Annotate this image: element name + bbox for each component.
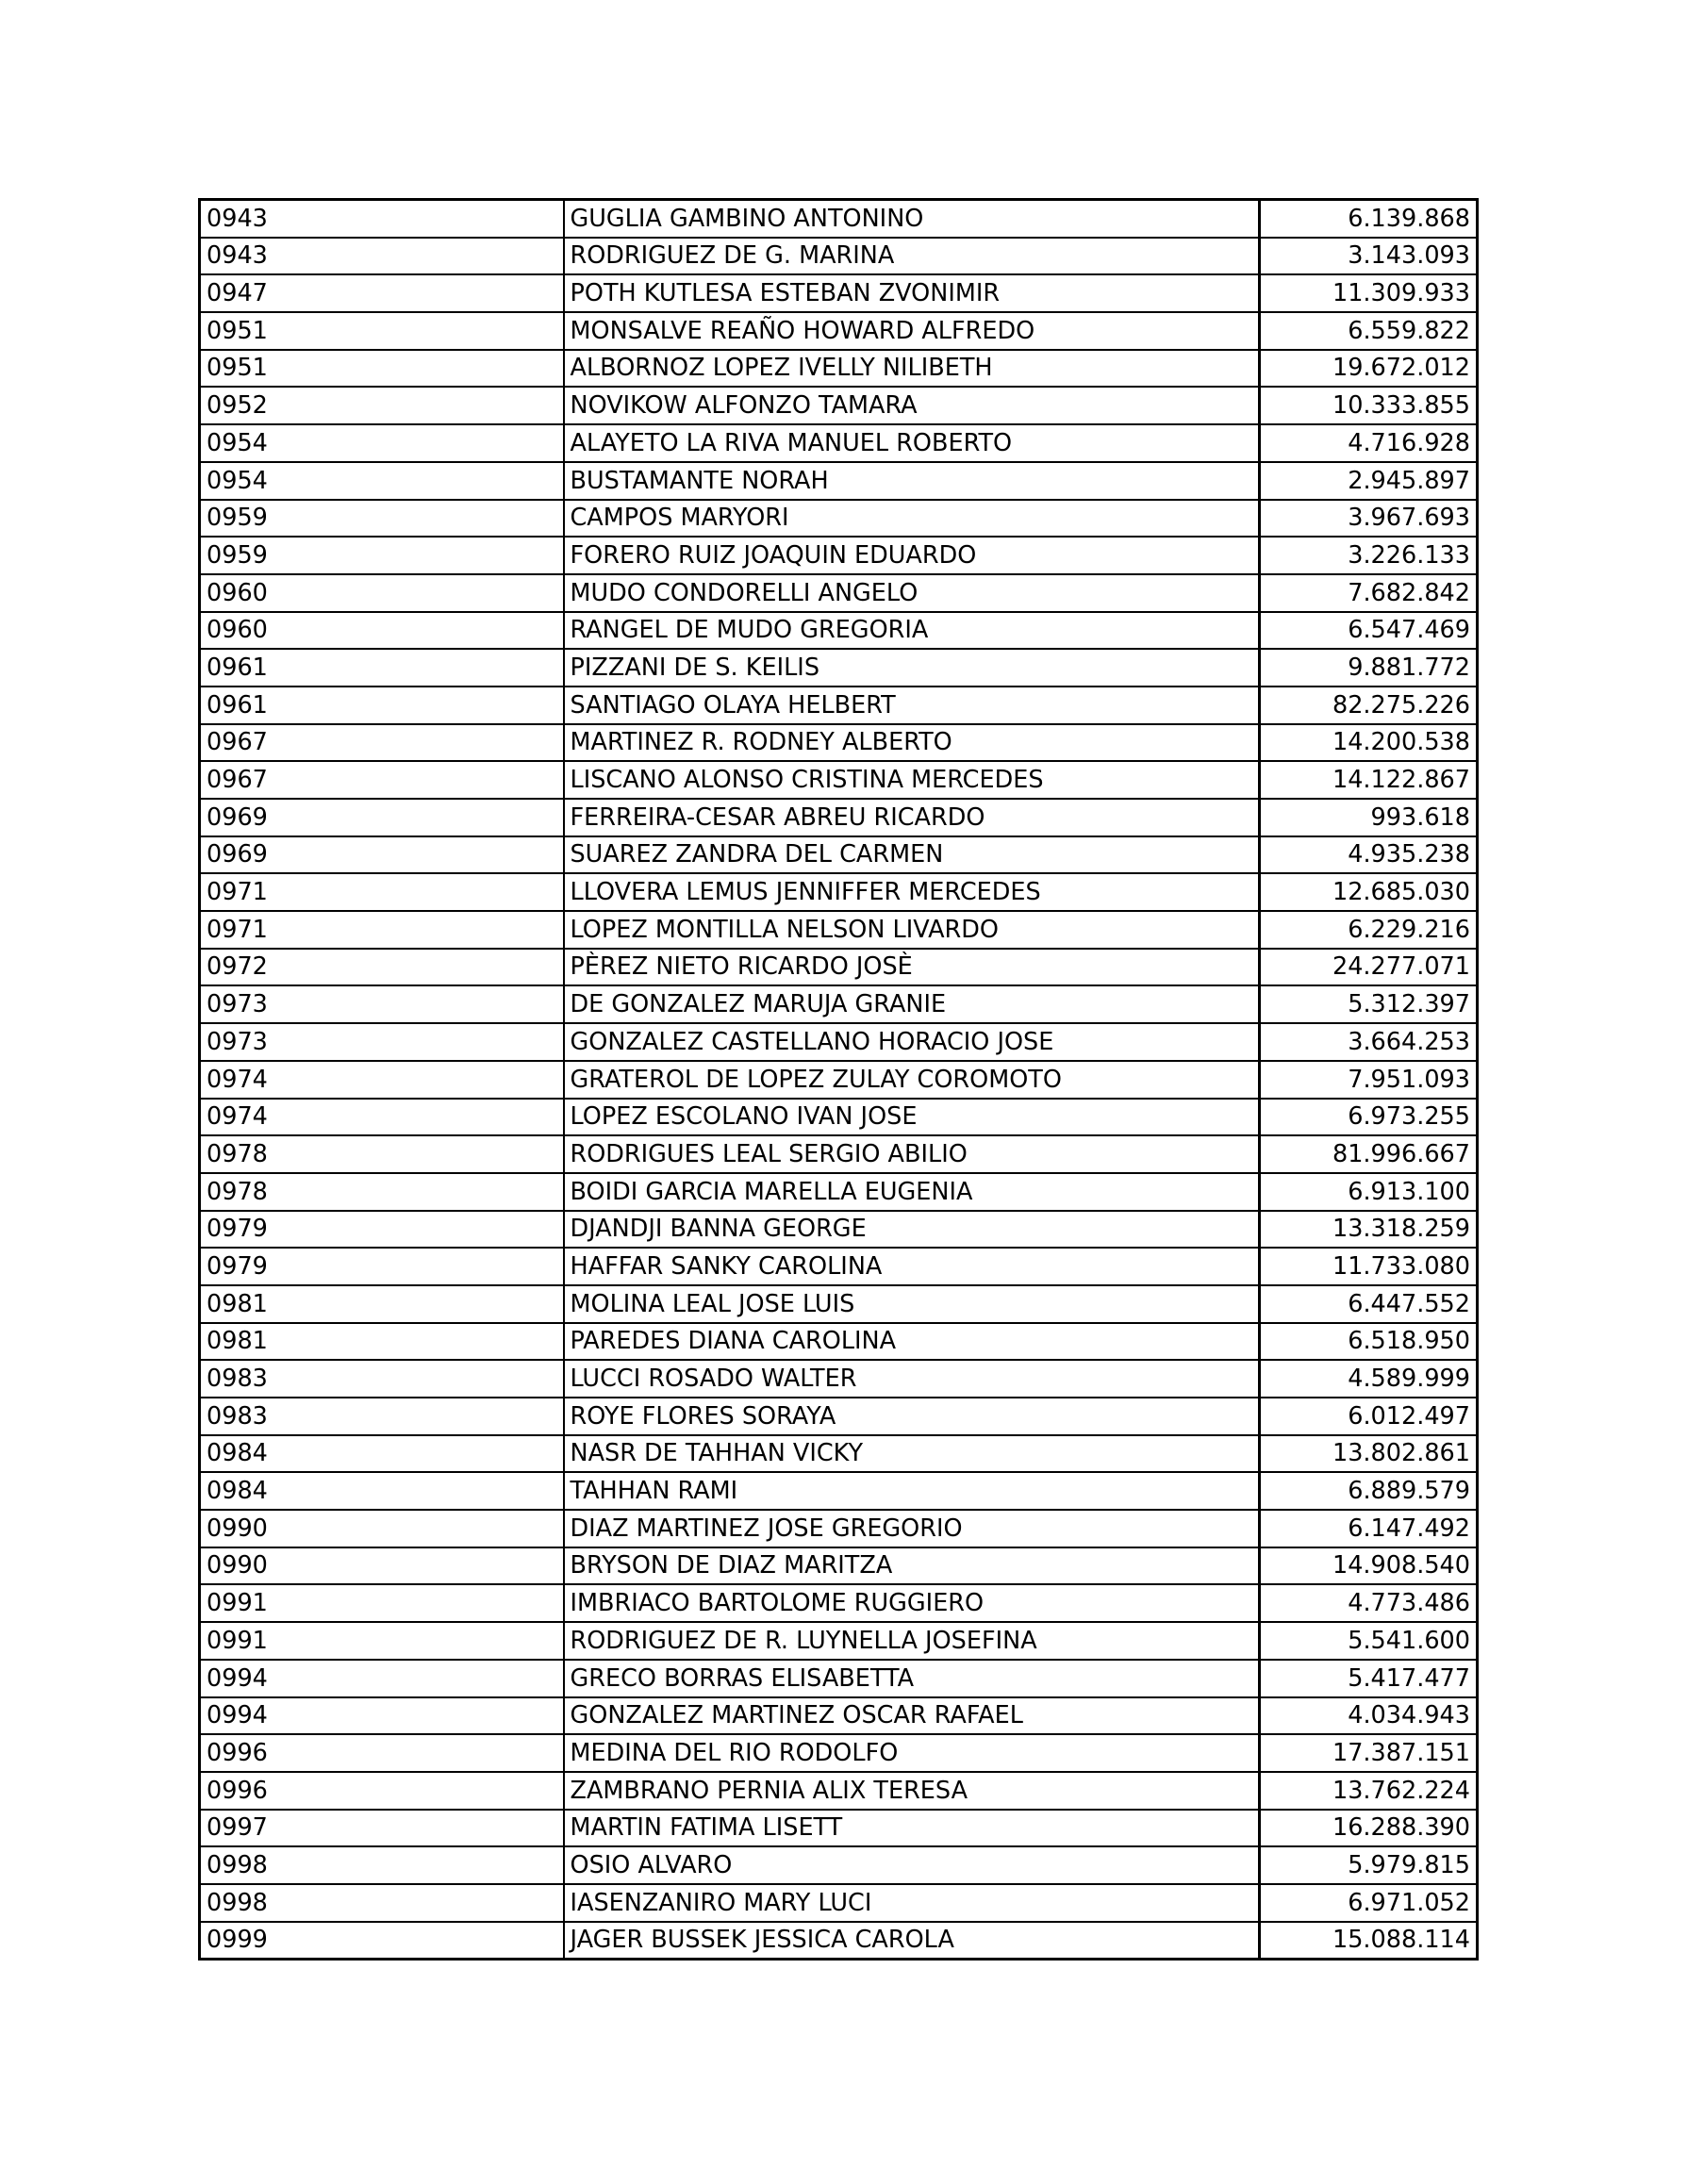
record-name-cell: BOIDI GARCIA MARELLA EUGENIA	[564, 1173, 1260, 1211]
record-name-cell: MUDO CONDORELLI ANGELO	[564, 574, 1260, 612]
table-row	[200, 1772, 1478, 1810]
table-row	[200, 949, 1478, 986]
record-code-cell: 0994	[200, 1660, 564, 1697]
record-code-cell: 0974	[200, 1061, 564, 1099]
record-code-cell: 0943	[200, 200, 564, 238]
record-name-cell: LLOVERA LEMUS JENNIFFER MERCEDES	[564, 873, 1260, 911]
table-row	[200, 424, 1478, 462]
record-amount-cell: 19.672.012	[1260, 350, 1478, 388]
record-amount-cell: 14.122.867	[1260, 761, 1478, 799]
record-name-cell: ALAYETO LA RIVA MANUEL ROBERTO	[564, 424, 1260, 462]
table-row	[200, 350, 1478, 388]
record-code-cell: 0960	[200, 612, 564, 650]
record-code-cell: 0996	[200, 1734, 564, 1772]
record-amount-cell: 5.541.600	[1260, 1622, 1478, 1660]
table-row	[200, 200, 1478, 238]
table-row	[200, 1061, 1478, 1099]
record-name-cell: OSIO ALVARO	[564, 1846, 1260, 1884]
record-code-cell: 0969	[200, 836, 564, 874]
record-code-cell: 0990	[200, 1510, 564, 1547]
record-amount-cell: 3.664.253	[1260, 1023, 1478, 1061]
record-code-cell: 0959	[200, 500, 564, 538]
table-row	[200, 1810, 1478, 1847]
record-code-cell: 0954	[200, 424, 564, 462]
record-amount-cell: 7.951.093	[1260, 1061, 1478, 1099]
table-row	[200, 1211, 1478, 1249]
record-name-cell: RODRIGUES LEAL SERGIO ABILIO	[564, 1135, 1260, 1173]
record-name-cell: CAMPOS MARYORI	[564, 500, 1260, 538]
table-row	[200, 1510, 1478, 1547]
table-row	[200, 1173, 1478, 1211]
record-amount-cell: 10.333.855	[1260, 387, 1478, 424]
record-amount-cell: 6.147.492	[1260, 1510, 1478, 1547]
record-amount-cell: 14.200.538	[1260, 724, 1478, 762]
record-amount-cell: 3.226.133	[1260, 537, 1478, 574]
table-row	[200, 649, 1478, 687]
record-code-cell: 0984	[200, 1472, 564, 1510]
record-code-cell: 0984	[200, 1435, 564, 1473]
table-row	[200, 799, 1478, 836]
table-row	[200, 1922, 1478, 1960]
record-amount-cell: 6.447.552	[1260, 1285, 1478, 1323]
record-amount-cell: 13.762.224	[1260, 1772, 1478, 1810]
record-name-cell: NASR DE TAHHAN VICKY	[564, 1435, 1260, 1473]
record-code-cell: 0952	[200, 387, 564, 424]
record-amount-cell: 11.733.080	[1260, 1248, 1478, 1285]
table-row	[200, 1846, 1478, 1884]
record-name-cell: LISCANO ALONSO CRISTINA MERCEDES	[564, 761, 1260, 799]
record-name-cell: RODRIGUEZ DE G. MARINA	[564, 238, 1260, 275]
record-name-cell: ALBORNOZ LOPEZ IVELLY NILIBETH	[564, 350, 1260, 388]
table-row	[200, 1099, 1478, 1136]
record-name-cell: FORERO RUIZ JOAQUIN EDUARDO	[564, 537, 1260, 574]
record-amount-cell: 6.518.950	[1260, 1323, 1478, 1361]
record-code-cell: 0960	[200, 574, 564, 612]
table-row	[200, 574, 1478, 612]
record-name-cell: SANTIAGO OLAYA HELBERT	[564, 687, 1260, 724]
record-name-cell: GONZALEZ CASTELLANO HORACIO JOSE	[564, 1023, 1260, 1061]
record-code-cell: 0979	[200, 1211, 564, 1249]
table-row	[200, 462, 1478, 500]
record-name-cell: MARTINEZ R. RODNEY ALBERTO	[564, 724, 1260, 762]
record-name-cell: IMBRIACO BARTOLOME RUGGIERO	[564, 1584, 1260, 1622]
record-code-cell: 0996	[200, 1772, 564, 1810]
record-amount-cell: 17.387.151	[1260, 1734, 1478, 1772]
record-name-cell: NOVIKOW ALFONZO TAMARA	[564, 387, 1260, 424]
record-amount-cell: 5.312.397	[1260, 985, 1478, 1023]
record-name-cell: ZAMBRANO PERNIA ALIX TERESA	[564, 1772, 1260, 1810]
record-amount-cell: 6.559.822	[1260, 312, 1478, 350]
record-code-cell: 0951	[200, 312, 564, 350]
table-row	[200, 1023, 1478, 1061]
record-code-cell: 0959	[200, 537, 564, 574]
record-name-cell: TAHHAN RAMI	[564, 1472, 1260, 1510]
table-row	[200, 612, 1478, 650]
record-name-cell: SUAREZ ZANDRA DEL CARMEN	[564, 836, 1260, 874]
records-table	[198, 198, 1479, 1961]
table-row	[200, 724, 1478, 762]
record-amount-cell: 16.288.390	[1260, 1810, 1478, 1847]
record-code-cell: 0951	[200, 350, 564, 388]
table-row	[200, 1435, 1478, 1473]
record-code-cell: 0983	[200, 1360, 564, 1398]
record-name-cell: PIZZANI DE S. KEILIS	[564, 649, 1260, 687]
record-amount-cell: 81.996.667	[1260, 1135, 1478, 1173]
record-amount-cell: 6.139.868	[1260, 200, 1478, 238]
record-name-cell: DE GONZALEZ MARUJA GRANIE	[564, 985, 1260, 1023]
record-name-cell: MARTIN FATIMA LISETT	[564, 1810, 1260, 1847]
record-code-cell: 0991	[200, 1584, 564, 1622]
record-amount-cell: 3.143.093	[1260, 238, 1478, 275]
record-name-cell: HAFFAR SANKY CAROLINA	[564, 1248, 1260, 1285]
record-code-cell: 0990	[200, 1547, 564, 1585]
record-name-cell: BUSTAMANTE NORAH	[564, 462, 1260, 500]
record-amount-cell: 82.275.226	[1260, 687, 1478, 724]
table-row	[200, 1697, 1478, 1735]
record-code-cell: 0999	[200, 1922, 564, 1960]
record-amount-cell: 3.967.693	[1260, 500, 1478, 538]
record-code-cell: 0961	[200, 649, 564, 687]
record-code-cell: 0978	[200, 1173, 564, 1211]
record-amount-cell: 11.309.933	[1260, 274, 1478, 312]
record-code-cell: 0973	[200, 1023, 564, 1061]
table-row	[200, 238, 1478, 275]
record-code-cell: 0981	[200, 1323, 564, 1361]
record-code-cell: 0971	[200, 911, 564, 949]
record-code-cell: 0954	[200, 462, 564, 500]
record-amount-cell: 4.716.928	[1260, 424, 1478, 462]
record-name-cell: GRATEROL DE LOPEZ ZULAY COROMOTO	[564, 1061, 1260, 1099]
records-table-body	[200, 200, 1478, 1960]
record-amount-cell: 4.935.238	[1260, 836, 1478, 874]
table-row	[200, 1398, 1478, 1435]
table-row	[200, 985, 1478, 1023]
record-name-cell: POTH KUTLESA ESTEBAN ZVONIMIR	[564, 274, 1260, 312]
record-amount-cell: 7.682.842	[1260, 574, 1478, 612]
table-row	[200, 312, 1478, 350]
table-row	[200, 1547, 1478, 1585]
table-row	[200, 1622, 1478, 1660]
record-code-cell: 0971	[200, 873, 564, 911]
record-name-cell: FERREIRA-CESAR ABREU RICARDO	[564, 799, 1260, 836]
record-name-cell: DJANDJI BANNA GEORGE	[564, 1211, 1260, 1249]
record-name-cell: JAGER BUSSEK JESSICA CAROLA	[564, 1922, 1260, 1960]
record-name-cell: ROYE FLORES SORAYA	[564, 1398, 1260, 1435]
record-code-cell: 0967	[200, 761, 564, 799]
table-row	[200, 387, 1478, 424]
record-name-cell: GRECO BORRAS ELISABETTA	[564, 1660, 1260, 1697]
record-code-cell: 0974	[200, 1099, 564, 1136]
record-code-cell: 0947	[200, 274, 564, 312]
record-code-cell: 0997	[200, 1810, 564, 1847]
table-row	[200, 873, 1478, 911]
record-name-cell: GUGLIA GAMBINO ANTONINO	[564, 200, 1260, 238]
record-amount-cell: 6.012.497	[1260, 1398, 1478, 1435]
record-amount-cell: 15.088.114	[1260, 1922, 1478, 1960]
record-amount-cell: 4.773.486	[1260, 1584, 1478, 1622]
record-amount-cell: 24.277.071	[1260, 949, 1478, 986]
record-amount-cell: 6.547.469	[1260, 612, 1478, 650]
table-row	[200, 1323, 1478, 1361]
record-code-cell: 0969	[200, 799, 564, 836]
table-row	[200, 1360, 1478, 1398]
record-name-cell: RANGEL DE MUDO GREGORIA	[564, 612, 1260, 650]
table-row	[200, 1734, 1478, 1772]
record-code-cell: 0972	[200, 949, 564, 986]
record-amount-cell: 6.973.255	[1260, 1099, 1478, 1136]
record-name-cell: MOLINA LEAL JOSE LUIS	[564, 1285, 1260, 1323]
record-amount-cell: 4.589.999	[1260, 1360, 1478, 1398]
table-row	[200, 761, 1478, 799]
record-amount-cell: 14.908.540	[1260, 1547, 1478, 1585]
record-name-cell: DIAZ MARTINEZ JOSE GREGORIO	[564, 1510, 1260, 1547]
record-name-cell: LOPEZ ESCOLANO IVAN JOSE	[564, 1099, 1260, 1136]
table-row	[200, 1584, 1478, 1622]
record-amount-cell: 6.971.052	[1260, 1884, 1478, 1922]
table-row	[200, 1285, 1478, 1323]
table-row	[200, 911, 1478, 949]
record-amount-cell: 6.889.579	[1260, 1472, 1478, 1510]
record-name-cell: MEDINA DEL RIO RODOLFO	[564, 1734, 1260, 1772]
table-row	[200, 537, 1478, 574]
record-name-cell: LUCCI ROSADO WALTER	[564, 1360, 1260, 1398]
record-name-cell: PAREDES DIANA CAROLINA	[564, 1323, 1260, 1361]
record-name-cell: GONZALEZ MARTINEZ OSCAR RAFAEL	[564, 1697, 1260, 1735]
table-row	[200, 1884, 1478, 1922]
record-code-cell: 0967	[200, 724, 564, 762]
record-code-cell: 0981	[200, 1285, 564, 1323]
record-amount-cell: 6.229.216	[1260, 911, 1478, 949]
record-amount-cell: 4.034.943	[1260, 1697, 1478, 1735]
record-code-cell: 0978	[200, 1135, 564, 1173]
record-code-cell: 0983	[200, 1398, 564, 1435]
record-amount-cell: 993.618	[1260, 799, 1478, 836]
record-amount-cell: 5.417.477	[1260, 1660, 1478, 1697]
table-row	[200, 836, 1478, 874]
table-row	[200, 1248, 1478, 1285]
record-code-cell: 0998	[200, 1846, 564, 1884]
record-name-cell: IASENZANIRO MARY LUCI	[564, 1884, 1260, 1922]
record-code-cell: 0943	[200, 238, 564, 275]
record-amount-cell: 6.913.100	[1260, 1173, 1478, 1211]
record-code-cell: 0973	[200, 985, 564, 1023]
record-code-cell: 0998	[200, 1884, 564, 1922]
record-amount-cell: 12.685.030	[1260, 873, 1478, 911]
record-code-cell: 0961	[200, 687, 564, 724]
record-amount-cell: 2.945.897	[1260, 462, 1478, 500]
table-row	[200, 687, 1478, 724]
record-name-cell: BRYSON DE DIAZ MARITZA	[564, 1547, 1260, 1585]
record-name-cell: PÈREZ NIETO RICARDO JOSÈ	[564, 949, 1260, 986]
record-code-cell: 0994	[200, 1697, 564, 1735]
record-code-cell: 0979	[200, 1248, 564, 1285]
table-row	[200, 1472, 1478, 1510]
record-name-cell: MONSALVE REAÑO HOWARD ALFREDO	[564, 312, 1260, 350]
table-row	[200, 1135, 1478, 1173]
record-amount-cell: 13.318.259	[1260, 1211, 1478, 1249]
table-row	[200, 500, 1478, 538]
table-row	[200, 274, 1478, 312]
record-name-cell: LOPEZ MONTILLA NELSON LIVARDO	[564, 911, 1260, 949]
record-amount-cell: 5.979.815	[1260, 1846, 1478, 1884]
record-code-cell: 0991	[200, 1622, 564, 1660]
record-amount-cell: 13.802.861	[1260, 1435, 1478, 1473]
record-name-cell: RODRIGUEZ DE R. LUYNELLA JOSEFINA	[564, 1622, 1260, 1660]
record-amount-cell: 9.881.772	[1260, 649, 1478, 687]
table-row	[200, 1660, 1478, 1697]
